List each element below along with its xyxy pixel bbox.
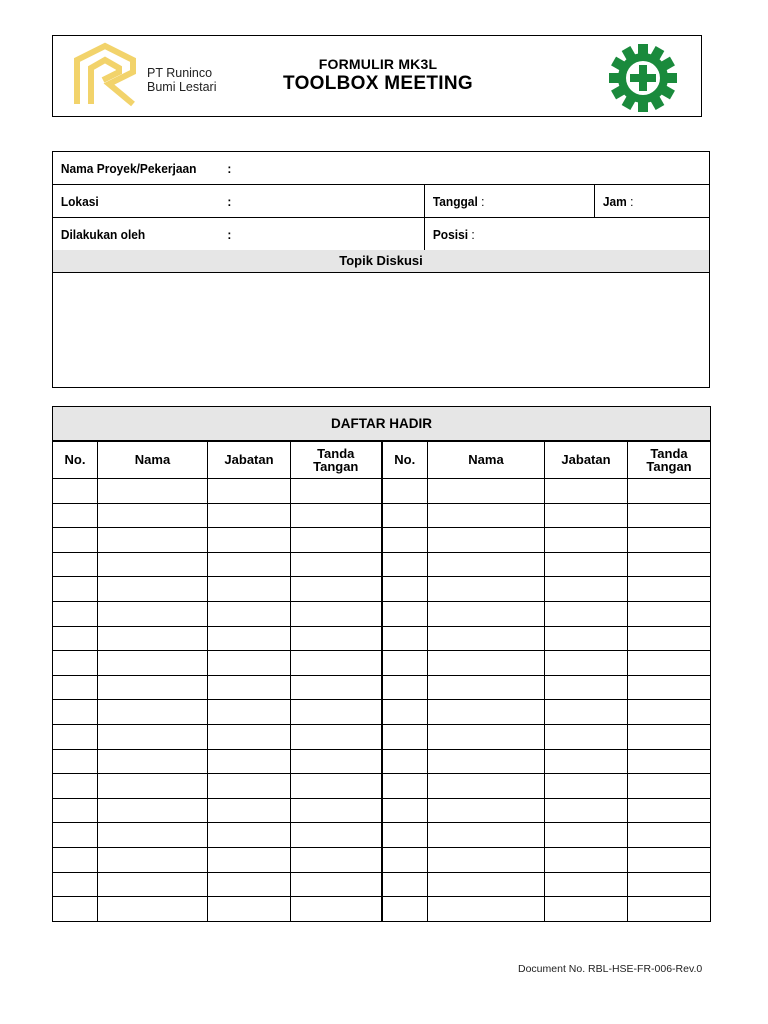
attendance-cell-position[interactable] [545, 577, 628, 602]
attendance-cell-signature[interactable] [291, 601, 382, 626]
attendance-cell-no[interactable] [53, 479, 98, 504]
column-header-signature-left: Tanda Tangan [291, 441, 382, 479]
form-header [52, 35, 702, 117]
attendance-cell-no[interactable] [53, 897, 98, 922]
attendance-cell-no[interactable] [53, 651, 98, 676]
attendance-cell-signature[interactable] [291, 724, 382, 749]
table-row [53, 479, 711, 504]
attendance-cell-no[interactable] [382, 774, 428, 799]
attendance-cell-name[interactable] [98, 847, 208, 872]
table-row [53, 897, 711, 922]
attendance-cell-name[interactable] [98, 651, 208, 676]
table-row [53, 601, 711, 626]
column-header-no-right: No. [382, 441, 428, 479]
attendance-cell-no[interactable] [382, 897, 428, 922]
attendance-cell-name[interactable] [428, 774, 545, 799]
attendance-cell-no[interactable] [382, 626, 428, 651]
attendance-cell-no[interactable] [382, 651, 428, 676]
company-logo [69, 42, 229, 110]
performed-by-label: Dilakukan oleh [53, 218, 207, 251]
attendance-cell-no[interactable] [382, 601, 428, 626]
k3-safety-gear-icon [607, 42, 679, 114]
attendance-cell-name[interactable] [98, 479, 208, 504]
attendance-cell-signature[interactable] [291, 897, 382, 922]
date-field[interactable]: Tanggal : [425, 185, 581, 218]
attendance-cell-no[interactable] [53, 774, 98, 799]
table-row [53, 700, 711, 725]
attendance-cell-name[interactable] [98, 601, 208, 626]
attendance-cell-position[interactable] [545, 675, 628, 700]
table-row [53, 847, 711, 872]
attendance-cell-name[interactable] [98, 577, 208, 602]
attendance-cell-signature[interactable] [291, 552, 382, 577]
attendance-cell-position[interactable] [545, 823, 628, 848]
attendance-cell-signature[interactable] [291, 577, 382, 602]
table-row [53, 552, 711, 577]
project-field[interactable]: : [220, 152, 670, 185]
attendance-cell-no[interactable] [53, 749, 98, 774]
attendance-cell-position[interactable] [545, 749, 628, 774]
table-row [53, 798, 711, 823]
attendance-cell-signature[interactable] [291, 798, 382, 823]
attendance-cell-signature[interactable] [628, 479, 711, 504]
attendance-cell-signature[interactable] [291, 872, 382, 897]
attendance-cell-signature[interactable] [291, 847, 382, 872]
attendance-cell-name[interactable] [428, 897, 545, 922]
attendance-title: DAFTAR HADIR [53, 407, 711, 441]
table-row [53, 774, 711, 799]
attendance-cell-name[interactable] [428, 798, 545, 823]
attendance-cell-no[interactable] [53, 577, 98, 602]
attendance-cell-name[interactable] [98, 749, 208, 774]
attendance-cell-position[interactable] [208, 675, 291, 700]
attendance-cell-no[interactable] [382, 479, 428, 504]
table-row [53, 724, 711, 749]
attendance-cell-signature[interactable] [628, 626, 711, 651]
attendance-cell-no[interactable] [53, 552, 98, 577]
attendance-cell-name[interactable] [428, 503, 545, 528]
table-row [53, 626, 711, 651]
attendance-cell-name[interactable] [428, 626, 545, 651]
table-row [53, 823, 711, 848]
attendance-cell-signature[interactable] [291, 700, 382, 725]
attendance-cell-no[interactable] [53, 847, 98, 872]
attendance-cell-no[interactable] [53, 872, 98, 897]
column-header-name-left: Nama [98, 441, 208, 479]
attendance-cell-position[interactable] [208, 847, 291, 872]
attendance-cell-name[interactable] [98, 528, 208, 553]
attendance-cell-signature[interactable] [628, 700, 711, 725]
attendance-cell-position[interactable] [208, 749, 291, 774]
attendance-cell-name[interactable] [428, 724, 545, 749]
attendance-cell-signature[interactable] [628, 601, 711, 626]
attendance-cell-signature[interactable] [628, 774, 711, 799]
attendance-cell-name[interactable] [98, 675, 208, 700]
attendance-cell-name[interactable] [98, 774, 208, 799]
table-row [53, 577, 711, 602]
attendance-cell-signature[interactable] [628, 503, 711, 528]
column-header-position-right: Jabatan [545, 441, 628, 479]
attendance-cell-position[interactable] [208, 577, 291, 602]
attendance-cell-position[interactable] [208, 626, 291, 651]
attendance-cell-no[interactable] [53, 503, 98, 528]
company-name-line2: Bumi Lestari [147, 80, 217, 94]
attendance-cell-no[interactable] [53, 601, 98, 626]
attendance-cell-name[interactable] [428, 872, 545, 897]
attendance-cell-position[interactable] [545, 847, 628, 872]
attendance-cell-signature[interactable] [291, 528, 382, 553]
attendance-cell-no[interactable] [382, 724, 428, 749]
attendance-cell-position[interactable] [545, 479, 628, 504]
attendance-cell-no[interactable] [382, 700, 428, 725]
table-row [53, 651, 711, 676]
attendance-cell-signature[interactable] [628, 749, 711, 774]
attendance-cell-position[interactable] [208, 552, 291, 577]
attendance-cell-name[interactable] [98, 700, 208, 725]
attendance-cell-position[interactable] [208, 774, 291, 799]
attendance-cell-signature[interactable] [628, 798, 711, 823]
table-row [53, 503, 711, 528]
attendance-cell-name[interactable] [98, 897, 208, 922]
attendance-cell-no[interactable] [53, 700, 98, 725]
attendance-cell-position[interactable] [208, 798, 291, 823]
attendance-cell-name[interactable] [98, 626, 208, 651]
attendance-cell-name[interactable] [428, 823, 545, 848]
attendance-cell-signature[interactable] [628, 552, 711, 577]
document-number: Document No. RBL-HSE-FR-006-Rev.0 [518, 963, 703, 975]
attendance-cell-no[interactable] [53, 798, 98, 823]
project-label: Nama Proyek/Pekerjaan [53, 152, 207, 185]
attendance-cell-position[interactable] [208, 724, 291, 749]
attendance-cell-signature[interactable] [291, 675, 382, 700]
form-subtitle: TOOLBOX MEETING [283, 73, 473, 94]
attendance-cell-signature[interactable] [628, 897, 711, 922]
attendance-cell-signature[interactable] [291, 651, 382, 676]
attendance-cell-name[interactable] [98, 552, 208, 577]
attendance-cell-no[interactable] [382, 872, 428, 897]
attendance-cell-signature[interactable] [291, 503, 382, 528]
attendance-cell-no[interactable] [382, 577, 428, 602]
position-field[interactable]: Posisi : [425, 218, 687, 251]
attendance-cell-name[interactable] [98, 503, 208, 528]
attendance-cell-name[interactable] [98, 823, 208, 848]
attendance-cell-no[interactable] [382, 552, 428, 577]
attendance-cell-no[interactable] [382, 528, 428, 553]
attendance-cell-position[interactable] [208, 872, 291, 897]
attendance-cell-name[interactable] [428, 577, 545, 602]
attendance-cell-no[interactable] [53, 724, 98, 749]
attendance-cell-position[interactable] [208, 528, 291, 553]
attendance-cell-signature[interactable] [291, 479, 382, 504]
attendance-cell-signature[interactable] [291, 823, 382, 848]
attendance-cell-name[interactable] [428, 749, 545, 774]
attendance-cell-name[interactable] [428, 601, 545, 626]
attendance-cell-signature[interactable] [628, 528, 711, 553]
attendance-cell-position[interactable] [545, 651, 628, 676]
attendance-cell-position[interactable] [545, 528, 628, 553]
time-field[interactable]: Jam : [595, 185, 701, 218]
attendance-cell-position[interactable] [545, 626, 628, 651]
attendance-cell-position[interactable] [545, 724, 628, 749]
attendance-cell-position[interactable] [208, 601, 291, 626]
topic-discussion-area[interactable] [52, 273, 710, 388]
location-field[interactable]: : [220, 185, 408, 218]
attendance-cell-position[interactable] [208, 897, 291, 922]
attendance-cell-signature[interactable] [291, 626, 382, 651]
column-header-name-right: Nama [428, 441, 545, 479]
attendance-cell-no[interactable] [382, 675, 428, 700]
runinco-logo-icon [69, 42, 141, 110]
table-row [53, 749, 711, 774]
attendance-cell-name[interactable] [428, 675, 545, 700]
attendance-cell-position[interactable] [545, 897, 628, 922]
column-header-signature-right: Tanda Tangan [628, 441, 711, 479]
attendance-cell-name[interactable] [98, 872, 208, 897]
attendance-cell-no[interactable] [382, 503, 428, 528]
attendance-cell-name[interactable] [428, 528, 545, 553]
attendance-cell-position[interactable] [208, 651, 291, 676]
attendance-cell-signature[interactable] [628, 577, 711, 602]
attendance-cell-signature[interactable] [628, 724, 711, 749]
attendance-cell-signature[interactable] [291, 774, 382, 799]
attendance-cell-no[interactable] [53, 675, 98, 700]
attendance-cell-signature[interactable] [628, 823, 711, 848]
attendance-cell-name[interactable] [98, 724, 208, 749]
attendance-cell-no[interactable] [53, 528, 98, 553]
column-header-position-left: Jabatan [208, 441, 291, 479]
location-label: Lokasi [53, 185, 207, 218]
attendance-cell-signature[interactable] [291, 749, 382, 774]
attendance-cell-position[interactable] [545, 872, 628, 897]
attendance-cell-position[interactable] [545, 503, 628, 528]
attendance-cell-name[interactable] [428, 847, 545, 872]
attendance-cell-name[interactable] [428, 700, 545, 725]
attendance-cell-signature[interactable] [628, 847, 711, 872]
performed-by-field[interactable]: : [220, 218, 408, 251]
attendance-cell-name[interactable] [428, 479, 545, 504]
attendance-cell-signature[interactable] [628, 872, 711, 897]
attendance-cell-name[interactable] [98, 798, 208, 823]
attendance-table [52, 406, 711, 922]
attendance-cell-position[interactable] [208, 503, 291, 528]
attendance-cell-no[interactable] [53, 823, 98, 848]
attendance-cell-name[interactable] [428, 651, 545, 676]
table-row [53, 675, 711, 700]
attendance-cell-position[interactable] [545, 774, 628, 799]
attendance-cell-signature[interactable] [628, 675, 711, 700]
attendance-cell-no[interactable] [382, 798, 428, 823]
attendance-cell-no[interactable] [382, 749, 428, 774]
column-header-no-left: No. [53, 441, 98, 479]
meeting-info-table [52, 151, 710, 251]
attendance-cell-signature[interactable] [628, 651, 711, 676]
attendance-cell-position[interactable] [545, 601, 628, 626]
topic-heading: Topik Diskusi [52, 250, 710, 273]
attendance-cell-no[interactable] [382, 823, 428, 848]
attendance-cell-name[interactable] [428, 552, 545, 577]
attendance-cell-position[interactable] [545, 700, 628, 725]
company-name-line1: PT Runinco [147, 66, 213, 80]
attendance-cell-position[interactable] [545, 798, 628, 823]
attendance-cell-position[interactable] [208, 823, 291, 848]
attendance-cell-no[interactable] [382, 847, 428, 872]
attendance-cell-position[interactable] [545, 552, 628, 577]
attendance-cell-position[interactable] [208, 479, 291, 504]
table-row [53, 528, 711, 553]
attendance-cell-position[interactable] [208, 700, 291, 725]
form-title: FORMULIR MK3L [318, 56, 438, 72]
attendance-cell-no[interactable] [53, 626, 98, 651]
table-row [53, 872, 711, 897]
